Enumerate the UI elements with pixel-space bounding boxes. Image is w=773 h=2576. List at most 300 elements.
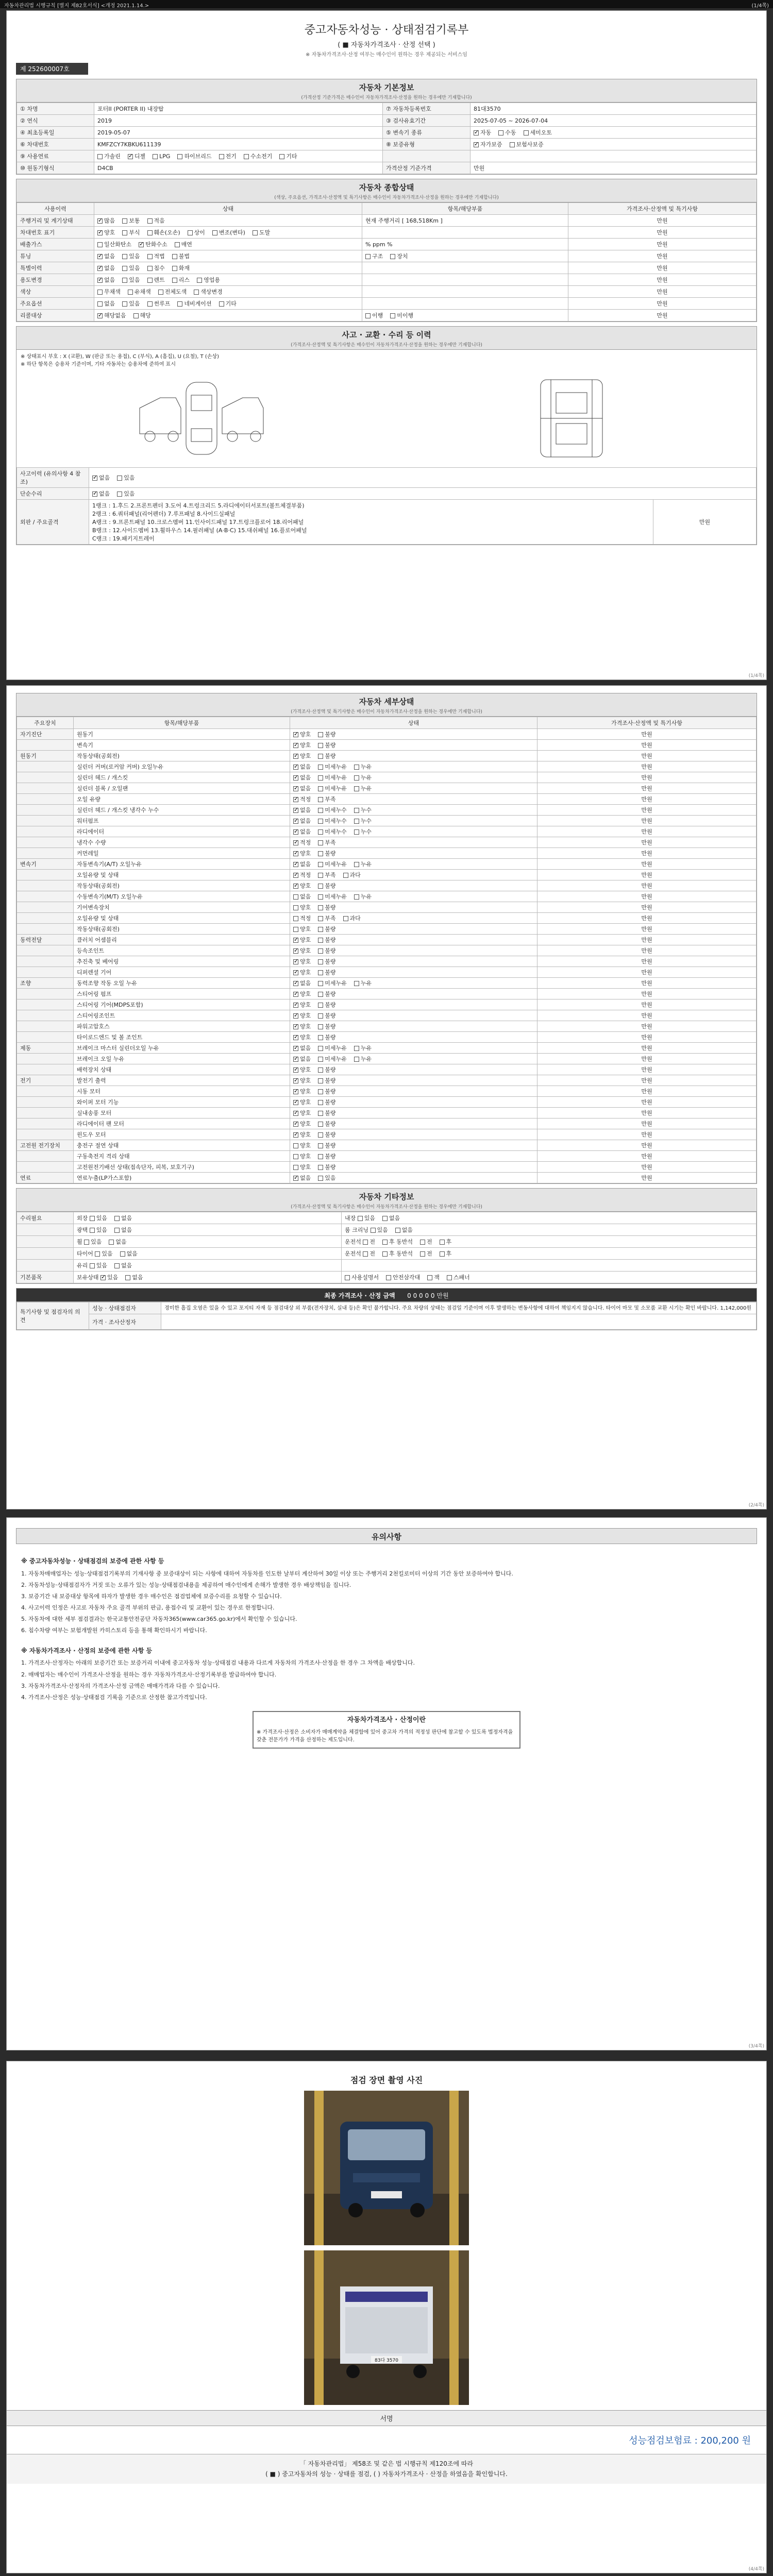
part-status — [290, 848, 537, 859]
checkbox-icon — [97, 242, 103, 247]
checkbox-option[interactable]: 없음 — [97, 300, 115, 307]
checkbox-option[interactable]: ✓없음 — [92, 474, 110, 481]
device-label — [17, 761, 74, 772]
checkbox-option[interactable]: 불량 — [318, 742, 335, 749]
table-row — [17, 967, 757, 978]
checkbox-option[interactable]: 있음 — [117, 474, 135, 481]
checkbox-icon — [318, 1111, 323, 1116]
checkbox-option[interactable]: 불량 — [318, 883, 335, 889]
checkbox-option[interactable]: ✓ 자동 — [474, 129, 491, 136]
price-label: 가격 · 조사산정자 — [89, 1314, 161, 1330]
checkbox-option[interactable]: 부족 — [318, 872, 335, 878]
checkbox-option[interactable]: ✓ 양호 — [293, 937, 311, 943]
checkbox-icon — [293, 1122, 298, 1127]
device-label — [17, 826, 74, 837]
column-header: 가격조사·산정액 및 특기사항 — [537, 717, 757, 729]
checkbox-icon — [390, 254, 395, 259]
notice-section-2: ※ 자동차가격조사 · 산정의 보증에 관한 사항 등 — [21, 1647, 153, 1654]
checkbox-option[interactable]: 불량 — [318, 850, 335, 857]
checkbox-option[interactable]: 미세누수 — [318, 818, 347, 824]
part-label: 파워고압호스 — [74, 1021, 290, 1032]
field-label: ④ 최초등록일 — [17, 127, 94, 139]
checkbox-icon — [122, 301, 127, 307]
checkbox-option[interactable]: LPG — [153, 153, 170, 160]
checkbox-option[interactable]: 양호 — [293, 1153, 311, 1160]
top-bar — [0, 0, 773, 8]
checkbox-option[interactable]: 없음 — [109, 1239, 126, 1245]
checkbox-option[interactable]: 잭 — [427, 1274, 440, 1281]
checkbox-option[interactable]: 불량 — [318, 991, 335, 997]
checkbox-option[interactable]: 없음 — [120, 1250, 138, 1257]
field-value: 포터II (PORTER II) 내장탑 — [94, 103, 383, 115]
checkbox-icon — [318, 1003, 323, 1008]
checkbox-option[interactable]: 기타 — [219, 300, 237, 307]
checkbox-option[interactable]: 있음 — [371, 1227, 388, 1233]
table-row — [17, 1162, 757, 1173]
checkbox-option[interactable]: 후 — [440, 1239, 452, 1245]
checkbox-option[interactable]: 보험사보증 — [510, 141, 544, 148]
checkbox-option[interactable]: 누유 — [354, 774, 372, 781]
part-label: 워터펌프 — [74, 816, 290, 826]
checkbox-option[interactable]: 상이 — [188, 229, 205, 236]
checkbox-option[interactable]: ✓ 양호 — [293, 1121, 311, 1127]
checkbox-option[interactable]: 있음 — [90, 1215, 107, 1222]
checkbox-option[interactable]: 불량 — [318, 1002, 335, 1008]
checkbox-option[interactable]: 미세누수 — [318, 807, 347, 814]
truck-front-photo-icon — [304, 2091, 469, 2245]
checkbox-option[interactable]: ✓ 양호 — [293, 969, 311, 976]
checkbox-option[interactable]: ✓ 양호 — [293, 1066, 311, 1073]
checkbox-option[interactable]: 렌트 — [147, 277, 165, 283]
checkbox-option[interactable]: 불량 — [318, 969, 335, 976]
checkbox-option[interactable]: 불량 — [318, 1066, 335, 1073]
row-detail — [362, 227, 568, 239]
checkbox-option[interactable]: 불량 — [318, 958, 335, 965]
checkbox-icon — [253, 230, 258, 235]
device-label — [17, 880, 74, 891]
checkbox-icon — [293, 1154, 298, 1159]
checkbox-icon — [293, 1089, 298, 1094]
checkbox-option[interactable]: 불량 — [318, 1012, 335, 1019]
part-label: 작동상태(공회전) — [74, 880, 290, 891]
checkbox-option[interactable]: 누유 — [354, 1045, 372, 1052]
checkbox-icon — [498, 130, 503, 135]
checkbox-option[interactable]: 적음 — [147, 217, 165, 224]
checkbox-option[interactable]: 불량 — [318, 1153, 335, 1160]
checkbox-option[interactable]: 불량 — [318, 1142, 335, 1149]
checkbox-option[interactable]: 양호 — [293, 1142, 311, 1149]
row-label: 색상 — [17, 286, 94, 298]
checkbox-option[interactable]: 양호 — [293, 926, 311, 933]
checkbox-option[interactable]: 화재 — [172, 265, 190, 272]
checkbox-option[interactable]: 적법 — [147, 253, 165, 260]
checkbox-option[interactable]: 불법 — [172, 253, 190, 260]
row-label: 용도변경 — [17, 274, 94, 286]
checkbox-option[interactable]: 과다 — [343, 915, 361, 922]
checkbox-option[interactable]: ✓ 양호 — [293, 1131, 311, 1138]
checkbox-option[interactable]: 과다 — [343, 872, 361, 878]
checkbox-option[interactable]: ✓ 없음 — [293, 1045, 311, 1052]
checkbox-option[interactable]: 도말 — [253, 229, 270, 236]
checkbox-option[interactable]: 없음 — [114, 1262, 132, 1269]
checkbox-option[interactable]: 있음 — [122, 300, 140, 307]
checkbox-icon — [293, 938, 298, 943]
checkbox-option[interactable]: 부족 — [318, 839, 335, 846]
checkbox-option[interactable]: ✓ 해당없음 — [97, 312, 126, 319]
checkbox-option[interactable]: ✓ 양호 — [293, 850, 311, 857]
notice-item: 1. 자동차매매업자는 성능·상태점검기록부의 기재사항 중 보증대상이 되는 사항에 대하여 자동차를 인도한 날부터 계산하여 30일 이상 또는 주행거리 2천킬로미터 이상의 기간 동안 보증하여야 합니다. — [21, 1570, 513, 1577]
checkbox-option[interactable]: 불량 — [318, 1121, 335, 1127]
legal-footer — [7, 2454, 766, 2484]
part-status — [290, 837, 537, 848]
table-row — [17, 227, 757, 239]
checkbox-option[interactable]: 미세누유 — [318, 1045, 347, 1052]
checkbox-option[interactable]: 누유 — [354, 764, 372, 770]
checkbox-option[interactable]: ✓ 양호 — [293, 947, 311, 954]
checkbox-icon — [293, 1132, 298, 1138]
part-status — [290, 989, 537, 999]
checkbox-icon — [293, 765, 298, 770]
checkbox-icon — [318, 884, 323, 889]
checkbox-icon — [318, 743, 323, 748]
device-label — [17, 1054, 74, 1064]
checkbox-option[interactable]: ✓ 없음 — [293, 785, 311, 792]
checkbox-option[interactable]: 없음 — [114, 1227, 132, 1233]
checkbox-icon — [97, 154, 103, 159]
checkbox-option[interactable]: 가솔린 — [97, 153, 121, 160]
checkbox-option[interactable]: 불량 — [318, 947, 335, 954]
checkbox-option[interactable]: 해당 — [133, 312, 151, 319]
checkbox-option[interactable]: ✓ 양호 — [293, 731, 311, 738]
other-info-table — [16, 1212, 757, 1283]
checkbox-icon — [125, 1275, 130, 1280]
checkbox-option[interactable]: 전체도색 — [158, 289, 187, 295]
part-price: 만원 — [537, 783, 757, 794]
checkbox-option[interactable]: ✓ 양호 — [293, 1034, 311, 1041]
checkbox-icon — [318, 851, 323, 856]
final-price-title: 최종 가격조사 · 산정 금액 — [324, 1292, 395, 1299]
checkbox-option[interactable]: 색상변경 — [194, 289, 223, 295]
checkbox-icon — [318, 1078, 323, 1083]
checkbox-option[interactable]: 무채색 — [97, 289, 121, 295]
part-label: 브레이크 마스터 실린더오일 누유 — [74, 1043, 290, 1054]
checkbox-option[interactable]: ✓ 없음 — [293, 818, 311, 824]
checkbox-option[interactable]: 누수 — [354, 818, 372, 824]
checkbox-option[interactable]: 누수 — [354, 828, 372, 835]
checkbox-option[interactable]: 없음 — [293, 893, 311, 900]
checkbox-option[interactable]: ✓ 양호 — [293, 1002, 311, 1008]
checkbox-option[interactable]: ✓ 없음 — [293, 861, 311, 868]
checkbox-option[interactable]: ✓ 없음 — [293, 1056, 311, 1062]
checkbox-option[interactable]: ✓ 양호 — [293, 1088, 311, 1095]
checkbox-icon — [363, 1240, 368, 1245]
checkbox-option[interactable]: 없음 — [395, 1227, 413, 1233]
checkbox-option[interactable]: 누유 — [354, 1056, 372, 1062]
row-detail — [362, 250, 568, 262]
checkbox-option[interactable]: 스패너 — [447, 1274, 470, 1281]
row-item — [342, 1272, 757, 1283]
checkbox-option[interactable]: ✓ 양호 — [293, 1023, 311, 1030]
checkbox-icon — [97, 278, 103, 283]
checkbox-option[interactable]: 불량 — [318, 1131, 335, 1138]
checkbox-option[interactable]: ✓ 없음 — [97, 277, 115, 283]
checkbox-option[interactable]: ✓ 없음 — [293, 828, 311, 835]
checkbox-option[interactable]: ✓ 없음 — [92, 490, 110, 497]
checkbox-option[interactable]: 있음 — [122, 265, 140, 272]
checkbox-option[interactable]: 세미오토 — [524, 129, 552, 136]
device-label — [17, 1064, 74, 1075]
checkbox-icon — [382, 1216, 388, 1221]
part-status — [290, 1118, 537, 1129]
checkbox-icon — [293, 992, 298, 997]
checkbox-icon — [354, 1057, 359, 1062]
checkbox-icon — [293, 786, 298, 791]
checkbox-option[interactable]: 미세누유 — [318, 861, 347, 868]
checkbox-option[interactable]: 미세누수 — [318, 828, 347, 835]
checkbox-option[interactable]: 후 — [440, 1250, 452, 1257]
checkbox-option[interactable]: 전 — [420, 1250, 432, 1257]
notice-item: 3. 보증기간 내 보증대상 항목에 하자가 발생한 경우 매수인은 점검업체에 보증수리를 요청할 수 있습니다. — [21, 1592, 282, 1600]
part-status — [290, 1151, 537, 1162]
checkbox-icon — [92, 476, 97, 481]
checkbox-option[interactable]: 네비게이션 — [177, 300, 211, 307]
checkbox-option[interactable]: 전 — [363, 1239, 375, 1245]
checkbox-option[interactable]: ✓ 없음 — [293, 1175, 311, 1181]
part-price: 만원 — [537, 1140, 757, 1151]
checkbox-option[interactable]: ✓ 적정 — [293, 872, 311, 878]
part-status — [290, 880, 537, 891]
checkbox-icon — [92, 492, 97, 497]
checkbox-option[interactable]: 있음 — [122, 253, 140, 260]
checkbox-option[interactable]: 미이행 — [390, 312, 413, 319]
checkbox-icon — [97, 230, 103, 235]
checkbox-icon — [95, 1251, 100, 1257]
checkbox-option[interactable]: 후 동반석 — [382, 1250, 413, 1257]
table-row — [17, 162, 757, 174]
part-label: 브레이크 오일 누유 — [74, 1054, 290, 1064]
checkbox-option[interactable]: 이행 — [365, 312, 383, 319]
checkbox-option[interactable]: 있음 — [90, 1262, 107, 1269]
checkbox-option[interactable]: 양호 — [293, 1164, 311, 1171]
checkbox-option[interactable]: ✓ 없음 — [293, 774, 311, 781]
checkbox-option[interactable]: ✓ 자가보증 — [474, 141, 502, 148]
checkbox-option[interactable]: 미세누유 — [318, 893, 347, 900]
checkbox-option[interactable]: 변조(변타) — [212, 229, 245, 236]
checkbox-option[interactable]: 사용설명서 — [345, 1274, 379, 1281]
checkbox-option[interactable]: 불량 — [318, 753, 335, 759]
signature-header: 서명 — [7, 2410, 766, 2426]
checkbox-option[interactable]: ✓있음 — [100, 1274, 118, 1281]
checkbox-icon — [97, 218, 103, 224]
checkbox-option[interactable]: 불량 — [318, 904, 335, 911]
checkbox-option[interactable]: 없음 — [114, 1215, 132, 1222]
checkbox-option[interactable]: 불량 — [318, 1023, 335, 1030]
checkbox-option[interactable]: 미세누유 — [318, 1056, 347, 1062]
part-label: 라디에이터 — [74, 826, 290, 837]
checkbox-option[interactable]: 수소전기 — [244, 153, 273, 160]
checkbox-option[interactable]: 미세누유 — [318, 785, 347, 792]
checkbox-option[interactable]: 전 — [420, 1239, 432, 1245]
checkbox-option[interactable]: 양호 — [293, 904, 311, 911]
table-row — [17, 103, 757, 115]
checkbox-option[interactable]: 전 — [363, 1250, 375, 1257]
pricing-info-text: ※ 가격조사·산정은 소비자가 매매계약을 체결함에 있어 중고차 가격의 적정성 판단에 참고할 수 있도록 법정자격을 갖춘 전문가가 가격을 산정하는 제도입니다. — [257, 1729, 513, 1743]
checkbox-icon — [194, 290, 199, 295]
checkbox-icon — [343, 873, 348, 878]
checkbox-icon — [197, 278, 202, 283]
checkbox-option[interactable]: 후 동반석 — [382, 1239, 413, 1245]
checkbox-option[interactable]: 있음 — [122, 277, 140, 283]
device-label — [17, 891, 74, 902]
checkbox-icon — [90, 1216, 95, 1221]
checkbox-option[interactable]: 누유 — [354, 980, 372, 987]
checkbox-option[interactable]: 미세누유 — [318, 774, 347, 781]
checkbox-option[interactable]: ✓ 양호 — [293, 1012, 311, 1019]
checkbox-option[interactable]: 있음 — [358, 1215, 375, 1222]
row-label: 주행거리 및 계기상태 — [17, 215, 94, 227]
checkbox-icon — [440, 1240, 445, 1245]
notice-item: 3. 자동차가격조사·산정자의 가격조사·산정 금액은 매매가격과 다를 수 있습니다. — [21, 1682, 220, 1689]
checkbox-option[interactable]: ✓ 적정 — [293, 796, 311, 803]
checkbox-option[interactable]: 훼손(오손) — [147, 229, 180, 236]
checkbox-option[interactable]: 있음 — [95, 1250, 112, 1257]
checkbox-icon — [358, 1216, 363, 1221]
checkbox-option[interactable]: 전기 — [219, 153, 237, 160]
checkbox-icon — [293, 808, 298, 813]
checkbox-option[interactable]: ✓ 양호 — [293, 1110, 311, 1116]
checkbox-option[interactable]: 불량 — [318, 1077, 335, 1084]
checkbox-option[interactable]: 불량 — [318, 1088, 335, 1095]
row-label — [17, 1248, 74, 1260]
checkbox-option[interactable]: 부족 — [318, 915, 335, 922]
part-price: 만원 — [537, 761, 757, 772]
checkbox-option[interactable]: ✓ 양호 — [293, 1099, 311, 1106]
checkbox-option[interactable]: 불량 — [318, 1034, 335, 1041]
checkbox-icon — [318, 819, 323, 824]
checkbox-option[interactable]: 보통 — [122, 217, 140, 224]
checkbox-option[interactable]: 미세누유 — [318, 764, 347, 770]
table-row — [17, 913, 757, 924]
checkbox-icon — [122, 266, 127, 271]
checkbox-option[interactable]: ✓ 없음 — [293, 807, 311, 814]
checkbox-option[interactable]: 있음 — [90, 1227, 107, 1233]
checkbox-option[interactable]: 불량 — [318, 1164, 335, 1171]
checkbox-option[interactable]: 누유 — [354, 893, 372, 900]
part-status — [290, 1010, 537, 1021]
checkbox-option[interactable]: 불량 — [318, 937, 335, 943]
checkbox-option[interactable]: ✓ 없음 — [293, 980, 311, 987]
checkbox-option[interactable]: ✓ 양호 — [293, 991, 311, 997]
form-reference: 자동차관리법 시행규칙 [별지 제82호서식] <개정 2021.1.14.> — [4, 3, 149, 9]
checkbox-icon — [318, 765, 323, 770]
checkbox-option[interactable]: ✓ 디젤 — [128, 153, 145, 160]
checkbox-option[interactable]: 기타 — [279, 153, 297, 160]
column-header: 상태 — [94, 203, 362, 215]
checkbox-icon — [100, 1275, 106, 1280]
checkbox-icon — [318, 754, 323, 759]
checkbox-option[interactable]: 부족 — [318, 796, 335, 803]
part-label: 클러치 어셈블리 — [74, 935, 290, 945]
checkbox-option[interactable]: ✓ 적정 — [293, 839, 311, 846]
checkbox-option[interactable]: 있음 — [117, 490, 135, 497]
checkbox-option[interactable]: 일산화탄소 — [97, 241, 131, 248]
checkbox-option[interactable]: 침수 — [147, 265, 165, 272]
table-row — [17, 945, 757, 956]
checkbox-option[interactable]: 부식 — [122, 229, 140, 236]
part-label: 자동변속기(A/T) 오일누유 — [74, 859, 290, 870]
part-status — [290, 1140, 537, 1151]
checkbox-icon — [318, 1165, 323, 1170]
device-label — [17, 1010, 74, 1021]
checkbox-icon — [84, 1240, 89, 1245]
table-row — [17, 772, 757, 783]
checkbox-icon — [318, 840, 323, 845]
checkbox-option[interactable]: 불량 — [318, 926, 335, 933]
checkbox-icon — [318, 1122, 323, 1127]
checkbox-option[interactable]: 없음 — [382, 1215, 400, 1222]
checkbox-option[interactable]: ✓ 양호 — [293, 958, 311, 965]
part-price: 만원 — [537, 1021, 757, 1032]
checkbox-option[interactable]: ✓ 양호 — [293, 753, 311, 759]
checkbox-option[interactable]: ✓ 양호 — [293, 1077, 311, 1084]
field-value — [470, 150, 757, 162]
checkbox-option[interactable]: ✓ 양호 — [293, 742, 311, 749]
row-detail — [362, 286, 568, 298]
checkbox-option[interactable]: 수동 — [498, 129, 516, 136]
checkbox-option[interactable]: 영업용 — [197, 277, 220, 283]
checkbox-option[interactable]: ✓ 양호 — [97, 229, 115, 236]
checkbox-option[interactable]: 누유 — [354, 785, 372, 792]
checkbox-option[interactable]: 안전삼각대 — [386, 1274, 420, 1281]
checkbox-option[interactable]: ✓ 많음 — [97, 217, 115, 224]
row-label: 리콜대상 — [17, 310, 94, 321]
field-label: ① 차명 — [17, 103, 94, 115]
device-label — [17, 913, 74, 924]
checkbox-option[interactable]: 불량 — [318, 731, 335, 738]
checkbox-option[interactable]: 적정 — [293, 915, 311, 922]
checkbox-option[interactable]: 구조 — [365, 253, 383, 260]
checkbox-option[interactable]: ✓ 없음 — [293, 764, 311, 770]
table-row — [17, 1075, 757, 1086]
checkbox-option[interactable]: 불량 — [318, 1099, 335, 1106]
checkbox-option[interactable]: 누유 — [354, 861, 372, 868]
row-label: 특별이력 — [17, 262, 94, 274]
checkbox-option[interactable]: ✓ 양호 — [293, 883, 311, 889]
checkbox-option[interactable]: 있음 — [318, 1175, 335, 1181]
checkbox-option[interactable]: ✓ 탄화수소 — [139, 241, 167, 248]
checkbox-option[interactable]: 썬루프 — [147, 300, 171, 307]
checkbox-option[interactable]: 리스 — [172, 277, 190, 283]
checkbox-option[interactable]: 누수 — [354, 807, 372, 814]
checkbox-option[interactable]: 유채색 — [128, 289, 151, 295]
checkbox-option[interactable]: 불량 — [318, 1110, 335, 1116]
part-label: 추진축 및 베어링 — [74, 956, 290, 967]
checkbox-option[interactable]: 있음 — [84, 1239, 102, 1245]
part-price: 만원 — [537, 1075, 757, 1086]
checkbox-option[interactable]: 매연 — [175, 241, 192, 248]
checkbox-option[interactable]: 하이브리드 — [177, 153, 211, 160]
document-subtitle: ( ■ 자동차가격조사 · 산정 선택 ) — [338, 41, 435, 49]
checkbox-option[interactable]: ✓ 없음 — [97, 253, 115, 260]
checkbox-option[interactable]: ✓ 없음 — [97, 265, 115, 272]
checkbox-option[interactable]: 없음 — [125, 1274, 143, 1281]
checkbox-option[interactable]: 장치 — [390, 253, 408, 260]
checkbox-option[interactable]: 미세누유 — [318, 980, 347, 987]
part-status — [290, 935, 537, 945]
checkbox-icon — [293, 743, 298, 748]
part-label: 원동기 — [74, 729, 290, 740]
notice-item: 4. 사고이력 인정은 사고로 자동차 주요 골격 부위의 판금, 용접수리 및 교환이 있는 경우로 한정합니다. — [21, 1604, 275, 1611]
